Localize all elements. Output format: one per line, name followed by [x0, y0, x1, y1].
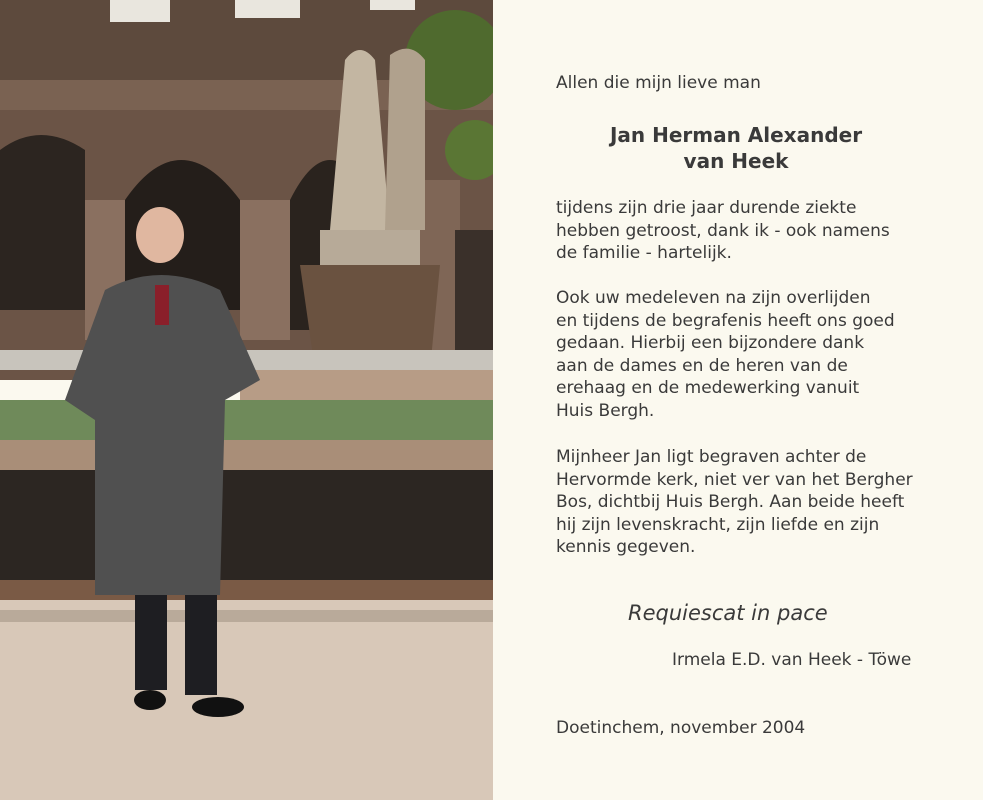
pavement [0, 600, 493, 800]
text-line: hij zijn levenskracht, zijn liefde en zijn [556, 514, 880, 535]
statue-man [385, 49, 425, 230]
paragraph-burial [556, 446, 913, 559]
place-date: Doetinchem, november 2004 [556, 718, 806, 738]
text-line: aan de dames en de heren van de [556, 355, 848, 376]
text-line: Huis Bergh. [556, 400, 655, 421]
text-line: tijdens zijn drie jaar durende ziekte [556, 198, 857, 218]
paragraph-sympathy [556, 287, 895, 422]
fountain-wall [0, 470, 493, 580]
intro-line: Allen die mijn lieve man [556, 73, 761, 93]
text-line: gedaan. Hierbij een bijzondere dank [556, 333, 865, 353]
name-line-1: Jan Herman Alexander [609, 123, 863, 147]
text-line: Hervormde kerk, niet ver van het Bergher [556, 469, 913, 490]
text-line: Mijnheer Jan ligt begraven achter de [556, 447, 867, 467]
text-line: hebben getroost, dank ik - ook namens [556, 220, 890, 241]
text-line: kennis gegeven. [556, 537, 696, 557]
paragraph-thanks [556, 197, 890, 265]
man-trousers [135, 595, 167, 690]
text-line: Bos, dichtbij Huis Bergh. Aan beide heeft [556, 492, 905, 512]
signature: Irmela E.D. van Heek - Töwe [672, 650, 912, 670]
statue-base [320, 230, 420, 270]
text-line: Ook uw medeleven na zijn overlijden [556, 288, 871, 308]
text-line: en tijdens de begrafenis heeft ons goed [556, 310, 895, 331]
name-line-2: van Heek [683, 149, 789, 173]
text-line: erehaag en de medewerking vanuit [556, 378, 860, 398]
deceased-name [556, 122, 916, 174]
closing-phrase: Requiescat in pace [628, 601, 828, 625]
arch-left [0, 135, 85, 310]
text-line: de familie - hartelijk. [556, 243, 732, 263]
man-head [136, 207, 184, 263]
